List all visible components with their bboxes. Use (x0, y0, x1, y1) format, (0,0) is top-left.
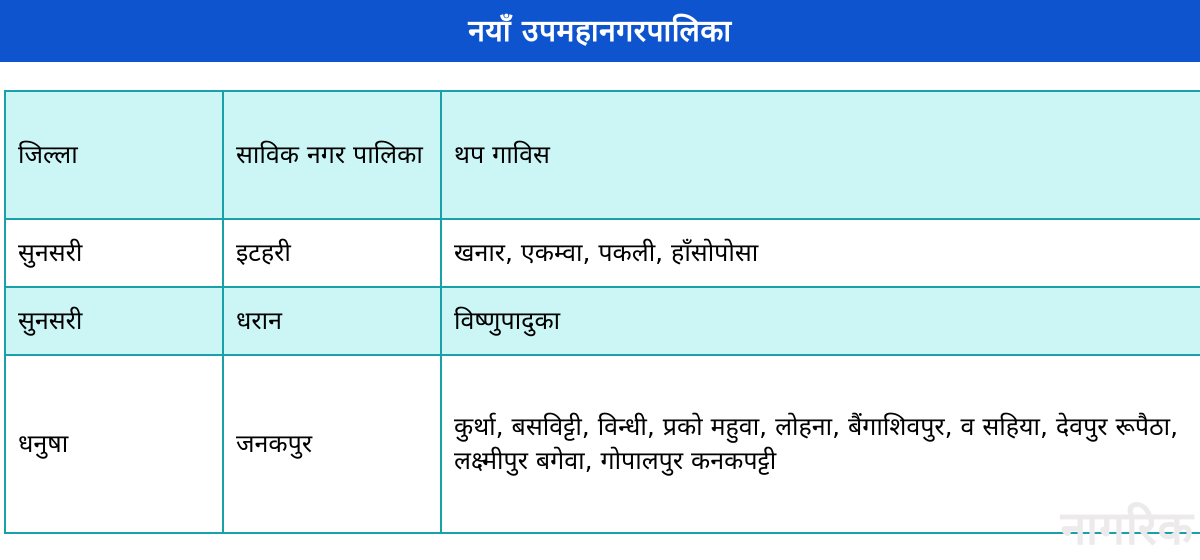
cell-municipality: जनकपुर (223, 355, 441, 533)
page-title: नयाँ उपमहानगरपालिका (468, 13, 732, 49)
table-row (5, 219, 1200, 287)
cell-district: सुनसरी (5, 219, 223, 287)
column-header-district: जिल्ला (5, 91, 223, 219)
title-table-spacer (0, 62, 1200, 90)
cell-municipality: इटहरी (223, 219, 441, 287)
cell-district: सुनसरी (5, 287, 223, 355)
cell-added-vdcs: कुर्था, बसविट्टी, विन्धी, प्रको महुवा, लोहना, बैंगाशिवपुर, व सहिया, देवपुर रूपैठा, लक्ष्मीपुर बगेवा, गोपालपुर कनकपट्टी (441, 355, 1200, 533)
municipality-table (4, 90, 1200, 534)
table-row (5, 355, 1200, 533)
cell-added-vdcs: विष्णुपादुका (441, 287, 1200, 355)
cell-added-vdcs: खनार, एकम्वा, पकली, हाँसोपोसा (441, 219, 1200, 287)
watermark: नागरिक (1060, 501, 1194, 555)
table-row (5, 287, 1200, 355)
cell-municipality: धरान (223, 287, 441, 355)
table-container (0, 90, 1200, 534)
title-bar (0, 0, 1200, 62)
cell-district: धनुषा (5, 355, 223, 533)
table-header-row (5, 91, 1200, 219)
column-header-added-vdcs: थप गाविस (441, 91, 1200, 219)
column-header-municipality: साविक नगर पालिका (223, 91, 441, 219)
